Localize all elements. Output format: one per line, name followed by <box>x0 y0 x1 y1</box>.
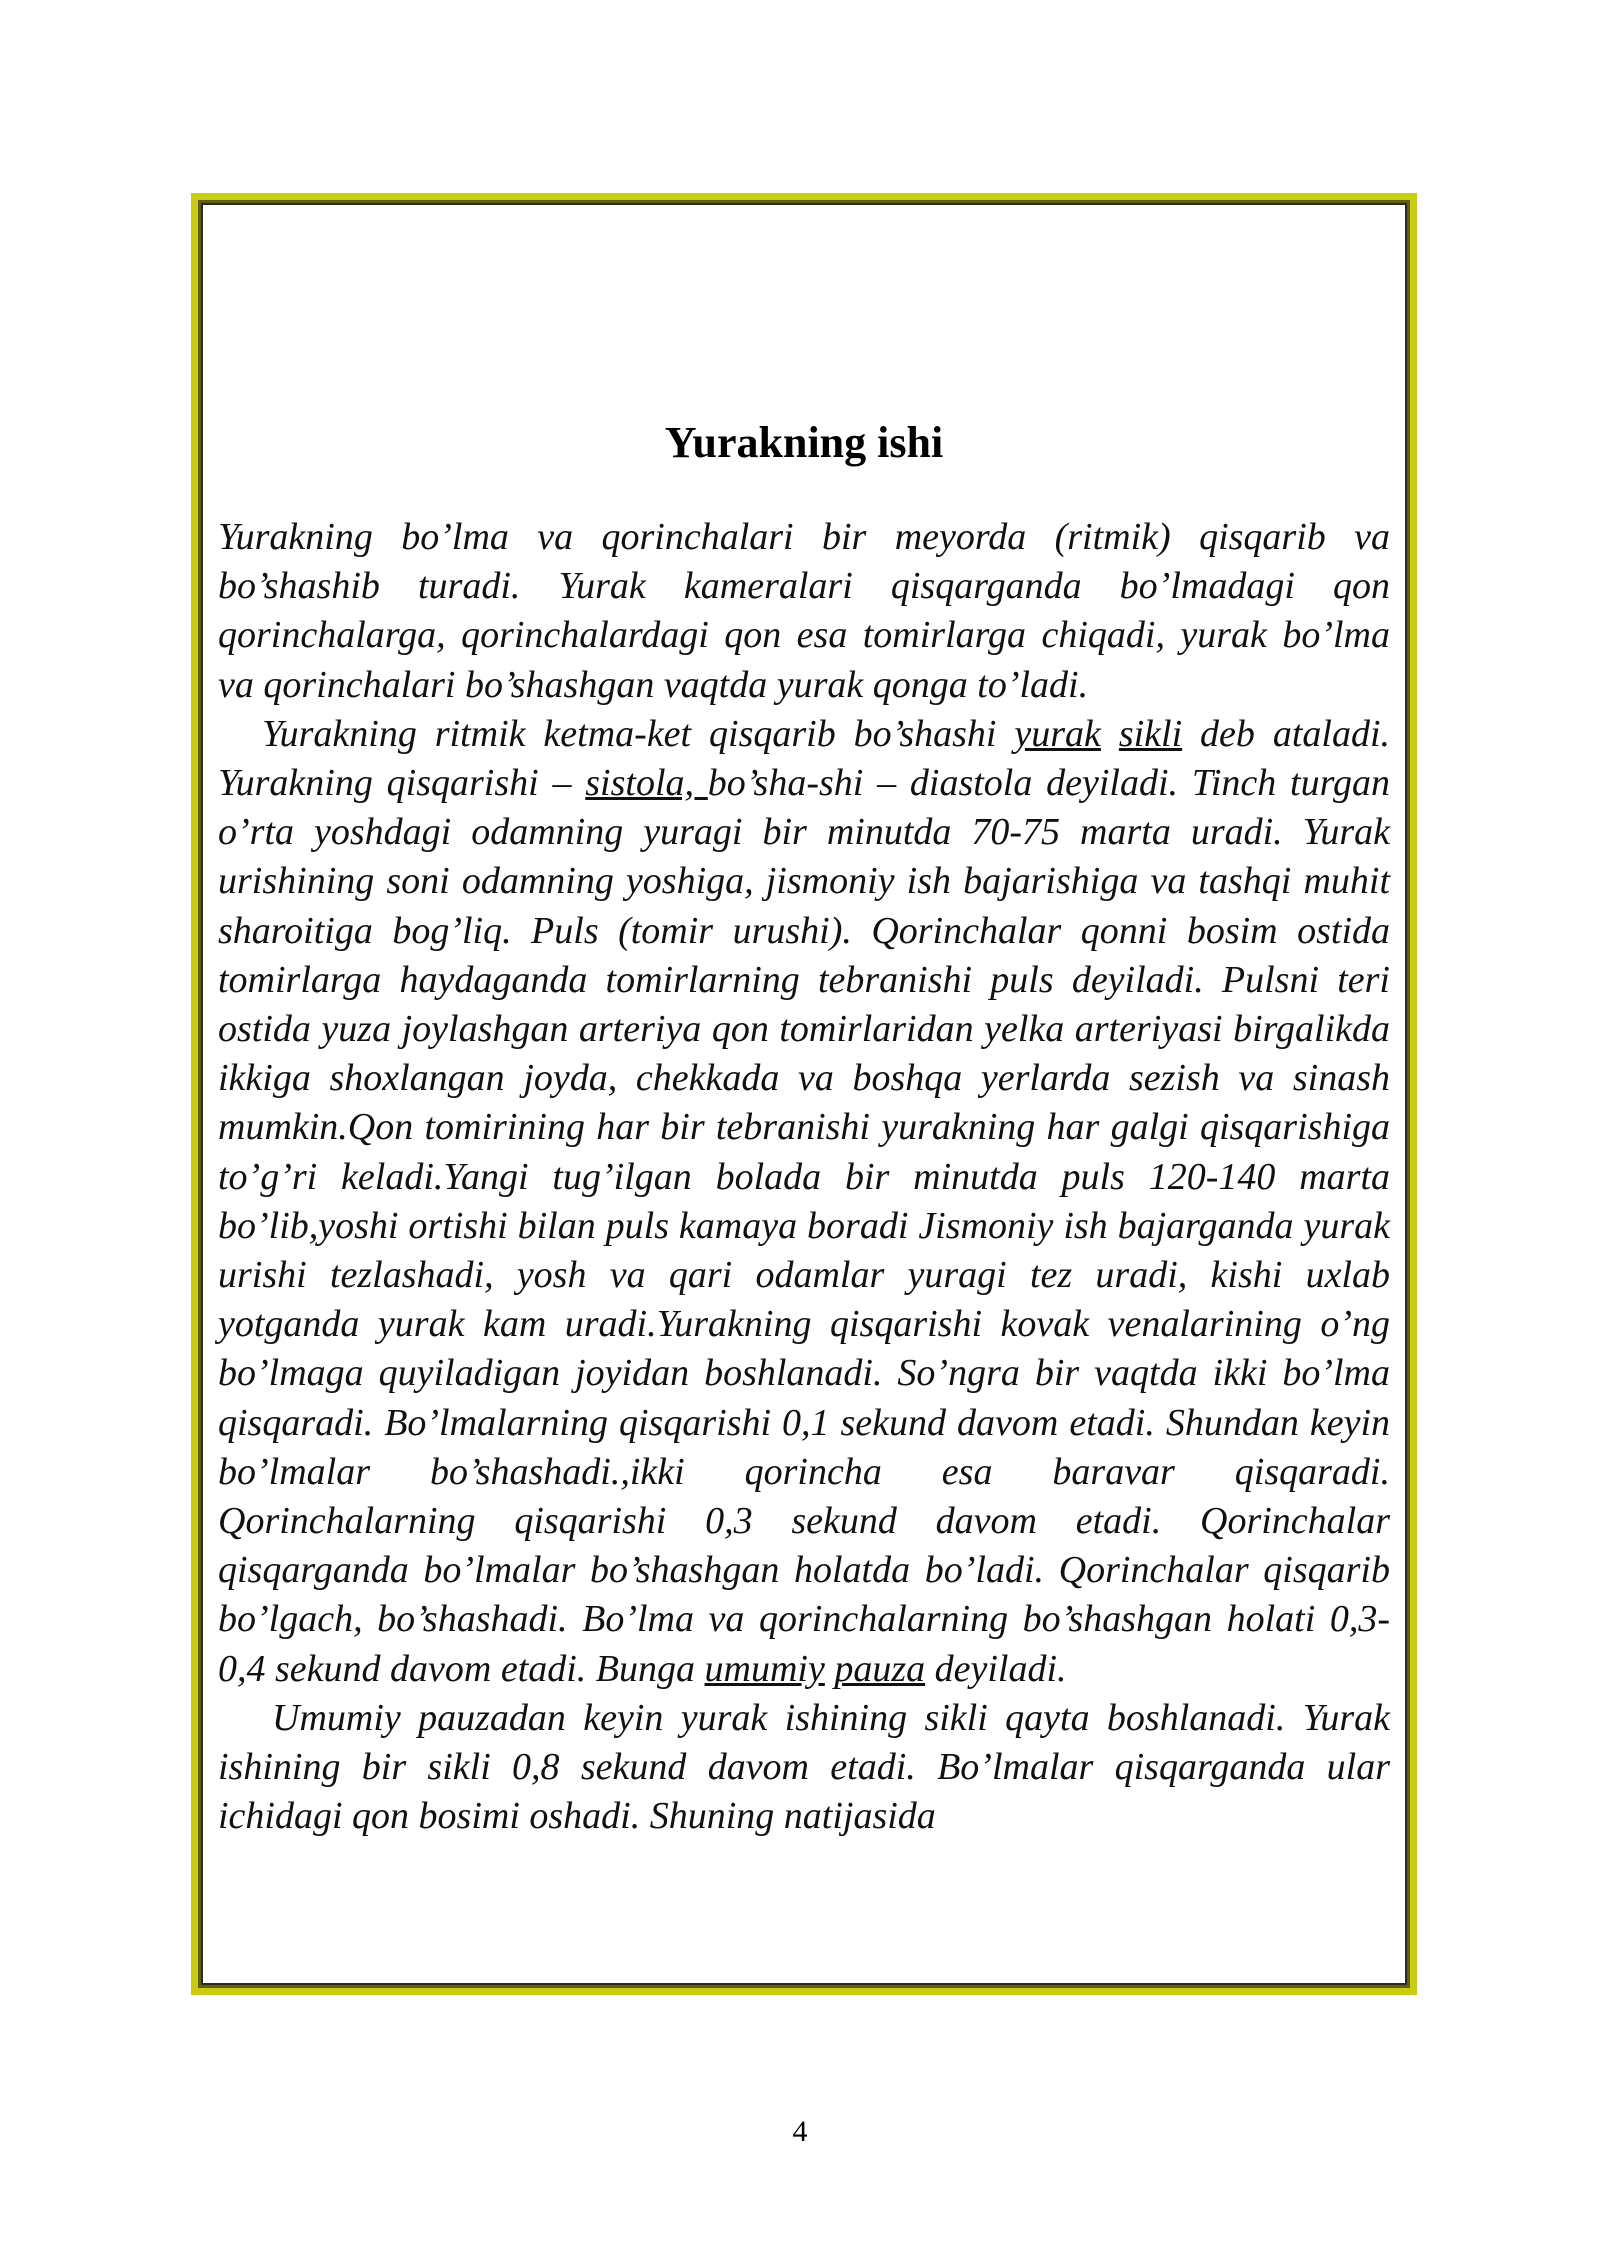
term-sikli: sikli <box>1118 712 1183 755</box>
term-sistola: sistola, <box>585 762 708 805</box>
term-pauza: pauza <box>834 1647 926 1690</box>
term-yurak: yurak <box>1014 712 1101 755</box>
paragraph-2-text-3: deb ataladi. Yurakning qisqarishi – <box>218 712 1390 805</box>
paragraph-3: Umumiy pauzadan keyin yurak ishining sikli qayta boshlanadi. Yurak ishining bir sikli 0,8 sekund davom etadi. Bo’lmalar qisqarganda ular ichidagi qon bosimi oshadi. Shuning natijasida <box>218 1696 1390 1838</box>
paragraph-2-text-1: Yurakning ritmik ketma-ket qisqarib bo’shashi <box>262 712 1015 755</box>
page-border-dark <box>198 200 1410 1988</box>
page-content-area <box>201 203 1407 1985</box>
term-umumiy: umumiy <box>704 1647 825 1690</box>
page-title: Yurakning ishi <box>664 418 944 467</box>
paragraph-2 <box>218 710 1390 1694</box>
paragraph-1: Yurakning bo’lma va qorinchalari bir meyorda (ritmik) qisqarib va bo’shashib turadi. Yurak kameralari qisqarganda bo’lmadagi qon qorinchalarga, qorinchalardagi qon esa tomirlarga chiqadi, yurak bo’lma va qorinchalari bo’shashgan vaqtda yurak qonga to’ladi. <box>218 516 1390 706</box>
page-border-frame <box>191 193 1417 1995</box>
paragraph-2-text-4: bo’sha-shi – diastola deyiladi. Tinch turgan o’rta yoshdagi odamning yuragi bir minutda 70-75 marta uradi. Yurak urishining soni odamning yoshiga, jismoniy ish bajarishiga va tashqi muhit sharoitiga bog’liq. Puls (tomir urushi). Qorinchalar qonni bosim ostida tomirlarga haydaganda tomirlarning tebranishi puls deyiladi. Pulsni teri ostida yuza joylashgan arteriya qon tomirlaridan yelka arteriyasi birgalikda ikkiga shoxlangan joyda, chekkada va boshqa yerlarda sezish va sinash mumkin.Qon tomirining har bir tebranishi yurakning har galgi qisqarishiga to’g’ri keladi.Yangi tug’ilgan bolada bir minutda puls 120-140 marta bo’lib,yoshi ortishi bilan puls kamaya boradi Jismoniy ish bajarganda yurak urishi tezlashadi, yosh va qari odamlar yuragi tez uradi, kishi uxlab yotganda yurak kam uradi.Yurakning qisqarishi kovak venalarining o’ng bo’lmaga quyiladigan joyidan boshlanadi. So’ngra bir vaqtda ikki bo’lma qisqaradi. Bo’lmalarning qisqarishi 0,1 sekund davom etadi. Shundan keyin bo’lmalar bo’shashadi.,ikki qorincha esa baravar qisqaradi. Qorinchalarning qisqarishi 0,3 sekund davom etadi. Qorinchalar qisqarganda bo’lmalar bo’shashgan holatda bo’ladi. Qorinchalar qisqarib bo’lgach, bo’shashadi. Bo’lma va qorinchalarning bo’shashgan holati 0,3-0,4 sekund davom etadi. Bunga <box>218 762 1390 1690</box>
paragraph-2-text-2 <box>1101 713 1119 755</box>
page-number: 4 <box>792 2115 808 2148</box>
body-text <box>218 513 1390 1841</box>
paragraph-2-text-6: deyiladi. <box>925 1647 1067 1690</box>
paragraph-2-text-5 <box>825 1648 835 1690</box>
